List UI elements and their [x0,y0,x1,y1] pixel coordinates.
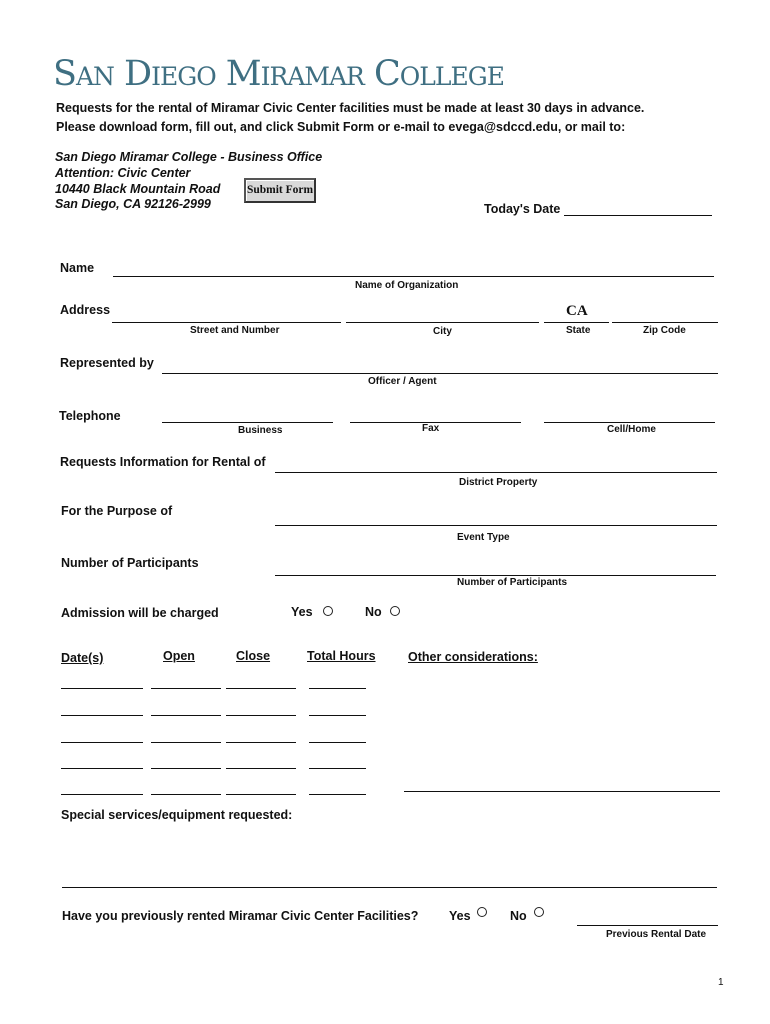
district-property-caption: District Property [459,477,538,488]
special-services-label: Special services/equipment requested: [61,808,293,822]
represented-by-label: Represented by [60,356,154,370]
date-field[interactable] [61,688,143,689]
cell-phone-caption: Cell/Home [607,424,656,435]
admission-yes-label: Yes [291,605,313,619]
close-header: Close [236,649,271,663]
mailing-address-line-1: San Diego Miramar College - Business Office [55,150,323,164]
previous-rental-no-label: No [510,909,527,923]
college-logo: San Diego Miramar College [53,54,504,94]
cell-phone-field[interactable] [544,422,715,423]
todays-date-field[interactable] [564,215,712,216]
close-field[interactable] [226,742,296,743]
admission-no-radio[interactable] [390,606,400,616]
total-hours-field[interactable] [309,794,366,795]
open-field[interactable] [151,688,221,689]
total-hours-field[interactable] [309,768,366,769]
previous-rental-date-caption: Previous Rental Date [606,929,707,940]
rental-info-label: Requests Information for Rental of [60,455,266,469]
previous-rental-yes-radio[interactable] [477,907,487,917]
open-field[interactable] [151,768,221,769]
participants-field[interactable] [275,575,716,576]
open-field[interactable] [151,742,221,743]
other-considerations-header: Other considerations: [408,650,538,664]
zip-field[interactable] [612,322,718,323]
address-label: Address [60,303,111,317]
business-phone-caption: Business [238,425,283,436]
previous-rental-yes-label: Yes [449,909,471,923]
open-header: Open [163,649,195,663]
zip-caption: Zip Code [643,325,686,336]
intro-line-2: Please download form, fill out, and click Submit Form or e-mail to evega@sdccd.edu, or mail to: [56,120,626,134]
open-field[interactable] [151,794,221,795]
close-field[interactable] [226,794,296,795]
total-hours-field[interactable] [309,688,366,689]
officer-agent-caption: Officer / Agent [368,376,437,387]
close-field[interactable] [226,688,296,689]
total-hours-field[interactable] [309,715,366,716]
date-field[interactable] [61,742,143,743]
organization-name-field[interactable] [113,276,714,277]
participants-caption: Number of Participants [457,577,568,588]
close-field[interactable] [226,715,296,716]
telephone-label: Telephone [59,409,121,423]
other-considerations-field[interactable] [404,791,720,792]
open-field[interactable] [151,715,221,716]
date-field[interactable] [61,768,143,769]
admission-no-label: No [365,605,382,619]
dates-header: Date(s) [61,651,104,665]
represented-by-field[interactable] [162,373,718,374]
fax-caption: Fax [422,423,440,434]
previous-rental-label: Have you previously rented Miramar Civic Center Facilities? [62,909,419,923]
participants-label: Number of Participants [61,556,199,570]
street-caption: Street and Number [190,325,280,336]
todays-date-label: Today's Date [484,202,561,216]
mailing-address-line-2: Attention: Civic Center [55,166,191,180]
intro-line-1: Requests for the rental of Miramar Civic Center facilities must be made at least 30 days in advance. [56,101,645,115]
business-phone-field[interactable] [162,422,333,423]
event-type-caption: Event Type [457,532,510,543]
state-field[interactable] [544,322,609,323]
street-field[interactable] [112,322,341,323]
total-hours-field[interactable] [309,742,366,743]
previous-rental-date-field[interactable] [577,925,718,926]
event-type-field[interactable] [275,525,717,526]
organization-name-caption: Name of Organization [355,280,459,291]
name-label: Name [60,261,95,275]
page-number: 1 [718,977,724,988]
previous-rental-no-radio[interactable] [534,907,544,917]
district-property-field[interactable] [275,472,717,473]
purpose-label: For the Purpose of [61,504,173,518]
special-services-field[interactable] [62,887,717,888]
state-value: CA [566,303,588,319]
city-field[interactable] [346,322,539,323]
close-field[interactable] [226,768,296,769]
city-caption: City [433,326,452,337]
total-hours-header: Total Hours [307,649,376,663]
mailing-address-line-3: 10440 Black Mountain Road [55,182,221,196]
submit-form-button[interactable]: Submit Form [244,178,316,203]
date-field[interactable] [61,794,143,795]
admission-yes-radio[interactable] [323,606,333,616]
mailing-address-line-4: San Diego, CA 92126-2999 [55,197,211,211]
admission-label: Admission will be charged [61,606,219,620]
date-field[interactable] [61,715,143,716]
state-caption: State [566,325,591,336]
